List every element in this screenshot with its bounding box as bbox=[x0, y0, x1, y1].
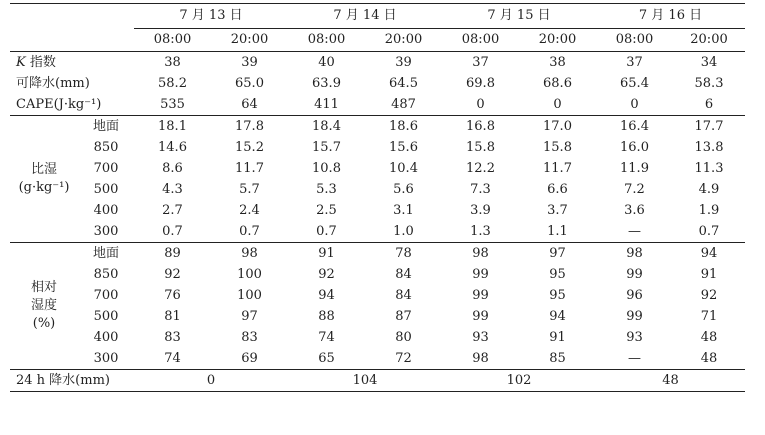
cell: 11.9 bbox=[620, 161, 649, 176]
table-row bbox=[10, 94, 745, 116]
cell: 10.8 bbox=[312, 161, 341, 176]
header-time: 20:00 bbox=[211, 29, 288, 52]
cell: 0 bbox=[553, 97, 562, 112]
cell: 99 bbox=[472, 309, 489, 324]
cell: 102 bbox=[442, 370, 596, 392]
cell: 98 bbox=[442, 243, 519, 265]
cell: 84 bbox=[395, 288, 412, 303]
header-time-row bbox=[10, 29, 745, 52]
cell: 3.9 bbox=[470, 203, 491, 218]
table-row bbox=[10, 243, 745, 265]
header-day: 7 月 14 日 bbox=[288, 4, 442, 29]
cell: 58.2 bbox=[158, 76, 187, 91]
cell: 15.7 bbox=[312, 140, 341, 155]
cell: 16.4 bbox=[596, 116, 673, 138]
cell: 71 bbox=[700, 309, 718, 324]
cell: 38 bbox=[164, 55, 181, 70]
row-label-text: 指数 bbox=[25, 55, 56, 70]
cell: 5.7 bbox=[239, 182, 260, 197]
row-label: CAPE(J·kg⁻¹) bbox=[16, 97, 102, 112]
cell: 69 bbox=[241, 351, 258, 366]
cell: 0.7 bbox=[162, 224, 183, 239]
header-day: 7 月 13 日 bbox=[134, 4, 288, 29]
level-label: 地面 bbox=[78, 116, 134, 138]
cell: 2.7 bbox=[162, 203, 183, 218]
cell: 94 bbox=[549, 309, 566, 324]
table-row bbox=[10, 221, 745, 243]
cell: 12.2 bbox=[466, 161, 495, 176]
cell: 78 bbox=[365, 243, 442, 265]
table-row bbox=[10, 306, 745, 327]
cell: 98 bbox=[472, 351, 489, 366]
header-corner bbox=[10, 29, 134, 52]
cell: 72 bbox=[395, 351, 412, 366]
table-row bbox=[10, 264, 745, 285]
cell: 4.3 bbox=[162, 182, 183, 197]
cell: 48 bbox=[700, 330, 718, 345]
header-time: 08:00 bbox=[596, 29, 673, 52]
cell: 99 bbox=[626, 267, 643, 282]
header-day: 7 月 15 日 bbox=[442, 4, 596, 29]
cell: 14.6 bbox=[158, 140, 187, 155]
cell: 93 bbox=[472, 330, 489, 345]
group-label-line: 相对 bbox=[30, 280, 57, 295]
table-row bbox=[10, 370, 745, 392]
header-time: 20:00 bbox=[673, 29, 745, 52]
cell: 74 bbox=[164, 351, 181, 366]
header-corner bbox=[10, 4, 134, 29]
cell: 487 bbox=[391, 97, 416, 112]
cell: 15.8 bbox=[543, 140, 572, 155]
cell: 81 bbox=[164, 309, 181, 324]
cell: 99 bbox=[626, 309, 643, 324]
level-label: 500 bbox=[93, 309, 119, 324]
cell: 1.3 bbox=[470, 224, 491, 239]
cell: 95 bbox=[549, 267, 566, 282]
cell: 65.4 bbox=[620, 76, 649, 91]
cell: — bbox=[628, 351, 641, 366]
cell: 17.0 bbox=[519, 116, 596, 138]
cell: 6.6 bbox=[547, 182, 568, 197]
cell: 1.9 bbox=[698, 203, 720, 218]
cell: 96 bbox=[626, 288, 643, 303]
cell: 7.3 bbox=[470, 182, 491, 197]
cell: 15.6 bbox=[389, 140, 418, 155]
cell: 74 bbox=[318, 330, 335, 345]
cell: 6 bbox=[704, 97, 714, 112]
level-label: 700 bbox=[93, 161, 119, 176]
cell: 91 bbox=[700, 267, 718, 282]
cell: 98 bbox=[596, 243, 673, 265]
cell: 94 bbox=[673, 243, 745, 265]
cell: 97 bbox=[519, 243, 596, 265]
row-label bbox=[10, 52, 134, 74]
cell: 3.1 bbox=[393, 203, 414, 218]
group-label-line: 比湿 bbox=[30, 162, 57, 177]
cell: 38 bbox=[549, 55, 566, 70]
table-row bbox=[10, 52, 745, 74]
cell: 69.8 bbox=[466, 76, 495, 91]
cell: 98 bbox=[211, 243, 288, 265]
cell: 18.6 bbox=[365, 116, 442, 138]
group-label-specific-humidity bbox=[10, 116, 78, 243]
header-time: 08:00 bbox=[134, 29, 211, 52]
table-row bbox=[10, 73, 745, 94]
cell: 92 bbox=[318, 267, 335, 282]
cell: 18.4 bbox=[288, 116, 365, 138]
cell: 95 bbox=[549, 288, 566, 303]
level-label: 400 bbox=[93, 203, 119, 218]
cell: 8.6 bbox=[162, 161, 183, 176]
cell: 5.6 bbox=[393, 182, 414, 197]
cell: 68.6 bbox=[543, 76, 572, 91]
cell: 15.8 bbox=[466, 140, 495, 155]
cell: 411 bbox=[314, 97, 339, 112]
cell: 92 bbox=[700, 288, 718, 303]
cell: 64 bbox=[241, 97, 258, 112]
table-row bbox=[10, 348, 745, 370]
cell: 99 bbox=[472, 267, 489, 282]
cell: 34 bbox=[700, 55, 718, 70]
cell: 99 bbox=[472, 288, 489, 303]
group-label-line: 湿度 bbox=[30, 298, 57, 313]
cell: 100 bbox=[237, 288, 262, 303]
cell: 37 bbox=[626, 55, 643, 70]
cell: 0 bbox=[134, 370, 288, 392]
cell: 88 bbox=[318, 309, 335, 324]
cell: 58.3 bbox=[694, 76, 724, 91]
cell: 11.3 bbox=[694, 161, 724, 176]
cell: 0 bbox=[630, 97, 639, 112]
row-label: 可降水(mm) bbox=[16, 76, 90, 91]
cell: 87 bbox=[395, 309, 412, 324]
cell: 84 bbox=[395, 267, 412, 282]
cell: 10.4 bbox=[389, 161, 418, 176]
cell: 2.5 bbox=[316, 203, 337, 218]
cell: 3.7 bbox=[547, 203, 568, 218]
header-time: 20:00 bbox=[365, 29, 442, 52]
cell: 16.0 bbox=[620, 140, 649, 155]
level-label: 850 bbox=[93, 140, 119, 155]
cell: 7.2 bbox=[624, 182, 645, 197]
cell: 93 bbox=[626, 330, 643, 345]
level-label: 700 bbox=[93, 288, 119, 303]
cell: 37 bbox=[472, 55, 489, 70]
row-label: 24 h 降水(mm) bbox=[10, 370, 134, 392]
cell: 1.0 bbox=[393, 224, 414, 239]
cell: 0.7 bbox=[316, 224, 337, 239]
cell: 0.7 bbox=[698, 224, 720, 239]
level-label: 300 bbox=[93, 351, 119, 366]
cell: 104 bbox=[288, 370, 442, 392]
group-label-line: (%) bbox=[32, 316, 56, 331]
cell: 18.1 bbox=[134, 116, 211, 138]
cell: 92 bbox=[164, 267, 181, 282]
cell: 65 bbox=[318, 351, 335, 366]
cell: 0.7 bbox=[239, 224, 260, 239]
table-row bbox=[10, 200, 745, 221]
cell: 3.6 bbox=[624, 203, 645, 218]
group-label-line: (g·kg⁻¹) bbox=[18, 180, 70, 195]
cell: 83 bbox=[241, 330, 258, 345]
cell: 100 bbox=[237, 267, 262, 282]
cell: 1.1 bbox=[547, 224, 568, 239]
cell: 5.3 bbox=[316, 182, 337, 197]
header-time: 08:00 bbox=[442, 29, 519, 52]
cell: 91 bbox=[549, 330, 566, 345]
cell: 17.8 bbox=[211, 116, 288, 138]
header-day-row bbox=[10, 4, 745, 29]
cell: 39 bbox=[241, 55, 258, 70]
cell: 535 bbox=[160, 97, 185, 112]
cell: 48 bbox=[596, 370, 745, 392]
level-label: 850 bbox=[93, 267, 119, 282]
cell: 64.5 bbox=[389, 76, 418, 91]
cell: 85 bbox=[549, 351, 566, 366]
cell: 13.8 bbox=[694, 140, 724, 155]
cell: 11.7 bbox=[543, 161, 572, 176]
cell: — bbox=[628, 224, 641, 239]
cell: 65.0 bbox=[235, 76, 264, 91]
cell: 80 bbox=[395, 330, 412, 345]
cell: 97 bbox=[241, 309, 258, 324]
cell: 48 bbox=[700, 351, 718, 366]
sounding-table bbox=[10, 3, 745, 392]
cell: 15.2 bbox=[235, 140, 264, 155]
cell: 40 bbox=[318, 55, 335, 70]
cell: 4.9 bbox=[698, 182, 720, 197]
cell: 63.9 bbox=[312, 76, 341, 91]
cell: 91 bbox=[288, 243, 365, 265]
level-label: 400 bbox=[93, 330, 119, 345]
cell: 39 bbox=[395, 55, 412, 70]
level-label: 300 bbox=[93, 224, 119, 239]
cell: 76 bbox=[164, 288, 181, 303]
cell: 94 bbox=[318, 288, 335, 303]
cell: 2.4 bbox=[239, 203, 260, 218]
level-label: 地面 bbox=[78, 243, 134, 265]
table-row bbox=[10, 179, 745, 200]
table-row bbox=[10, 158, 745, 179]
table-row bbox=[10, 116, 745, 138]
header-time: 08:00 bbox=[288, 29, 365, 52]
table-row bbox=[10, 285, 745, 306]
header-day: 7 月 16 日 bbox=[596, 4, 745, 29]
table-row bbox=[10, 137, 745, 158]
header-time: 20:00 bbox=[519, 29, 596, 52]
k-symbol: K bbox=[16, 55, 26, 70]
cell: 17.7 bbox=[673, 116, 745, 138]
table-row bbox=[10, 327, 745, 348]
group-label-relative-humidity bbox=[10, 243, 78, 370]
cell: 0 bbox=[476, 97, 485, 112]
level-label: 500 bbox=[93, 182, 119, 197]
cell: 11.7 bbox=[235, 161, 264, 176]
cell: 83 bbox=[164, 330, 181, 345]
cell: 16.8 bbox=[442, 116, 519, 138]
cell: 89 bbox=[134, 243, 211, 265]
